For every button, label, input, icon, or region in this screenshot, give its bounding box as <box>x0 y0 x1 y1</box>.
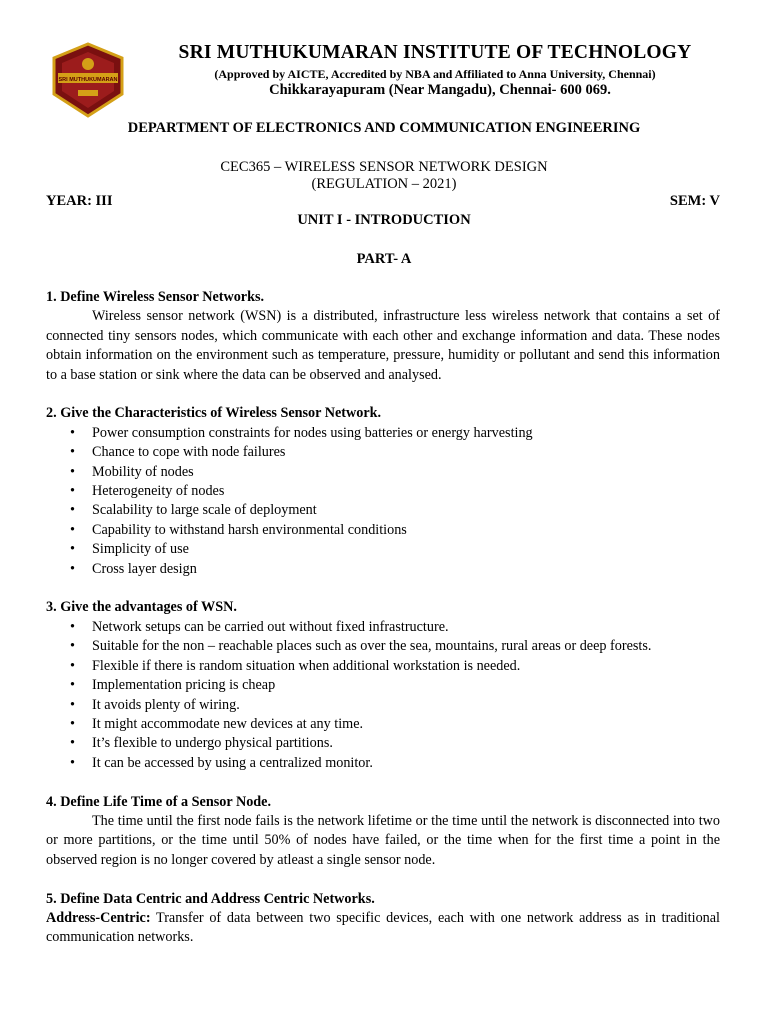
list-item: • Scalability to large scale of deployment <box>46 501 720 520</box>
document-body <box>46 288 720 948</box>
sem-label: SEM: V <box>669 193 720 209</box>
question-4-answer: The time until the first node fails is the network lifetime or the time until the network is disconnected into two or more partitions, or the time until 50% of nodes have failed, or the time when for the first time a point in the observed region is no longer covered by atleast a single sensor node. <box>46 812 720 868</box>
list-item: • Heterogeneity of nodes <box>46 482 720 501</box>
regulation: (REGULATION – 2021) <box>311 176 457 192</box>
list-item: • Simplicity of use <box>46 540 720 559</box>
list-item: • Mobility of nodes <box>46 463 720 482</box>
logo-shield-icon <box>50 42 126 118</box>
department-title: DEPARTMENT OF ELECTRONICS AND COMMUNICATION ENGINEERING <box>127 120 641 136</box>
list-item: • It might accommodate new devices at any time. <box>46 715 720 734</box>
institute-address: Chikkarayapuram (Near Mangadu), Chennai- 600 069. <box>269 82 611 98</box>
list-item: • Power consumption constraints for nodes using batteries or energy harvesting <box>46 424 720 443</box>
institute-name: SRI MUTHUKUMARAN INSTITUTE OF TECHNOLOGY <box>178 42 692 63</box>
question-5-title: 5. Define Data Centric and Address Centric Networks. <box>46 890 375 907</box>
institute-approval: (Approved by AICTE, Accredited by NBA and Affiliated to Anna University, Chennai) <box>214 67 656 81</box>
list-item: • Chance to cope with node failures <box>46 443 720 462</box>
question-3-title: 3. Give the advantages of WSN. <box>46 599 237 616</box>
list-item: • It’s flexible to undergo physical partitions. <box>46 734 720 753</box>
part-title: PART- A <box>356 251 412 267</box>
question-3-list <box>46 618 720 773</box>
list-item: • Network setups can be carried out without fixed infrastructure. <box>46 618 720 637</box>
question-1-answer: Wireless sensor network (WSN) is a distributed, infrastructure less wireless network that contains a set of connected tiny sensors nodes, which communicate with each other and exchange information and data. These nodes obtain information on the environment such as temperature, pressure, humidity or pollutant and send this information to a base station or sink where the data can be observed and analysed. <box>46 308 720 383</box>
address-centric-label: Address-Centric: <box>46 909 151 926</box>
list-item: • Capability to withstand harsh environmental conditions <box>46 521 720 540</box>
unit-title: UNIT I - INTRODUCTION <box>297 212 471 228</box>
course-title: CEC365 – WIRELESS SENSOR NETWORK DESIGN <box>220 159 548 175</box>
list-item: • Suitable for the non – reachable places such as over the sea, mountains, rural areas or deep forests. <box>46 637 720 656</box>
logo-text: SRI MUTHUKUMARAN <box>58 77 118 83</box>
question-1-title: 1. Define Wireless Sensor Networks. <box>46 289 265 305</box>
institute-logo <box>50 42 126 118</box>
address-centric-text: Transfer of data between two specific devices, each with one network address as in traditional communication networks. <box>46 909 720 946</box>
list-item: • It avoids plenty of wiring. <box>46 696 720 715</box>
question-5-answer <box>46 909 720 948</box>
year-label: YEAR: III <box>46 193 113 209</box>
question-2-list <box>46 424 720 579</box>
question-4-title: 4. Define Life Time of a Sensor Node. <box>46 793 272 810</box>
list-item: • It can be accessed by using a centralized monitor. <box>46 754 720 773</box>
list-item: • Implementation pricing is cheap <box>46 676 720 695</box>
list-item: • Cross layer design <box>46 560 720 579</box>
question-2-title: 2. Give the Characteristics of Wireless Sensor Network. <box>46 405 382 422</box>
list-item: • Flexible if there is random situation when additional workstation is needed. <box>46 657 720 676</box>
